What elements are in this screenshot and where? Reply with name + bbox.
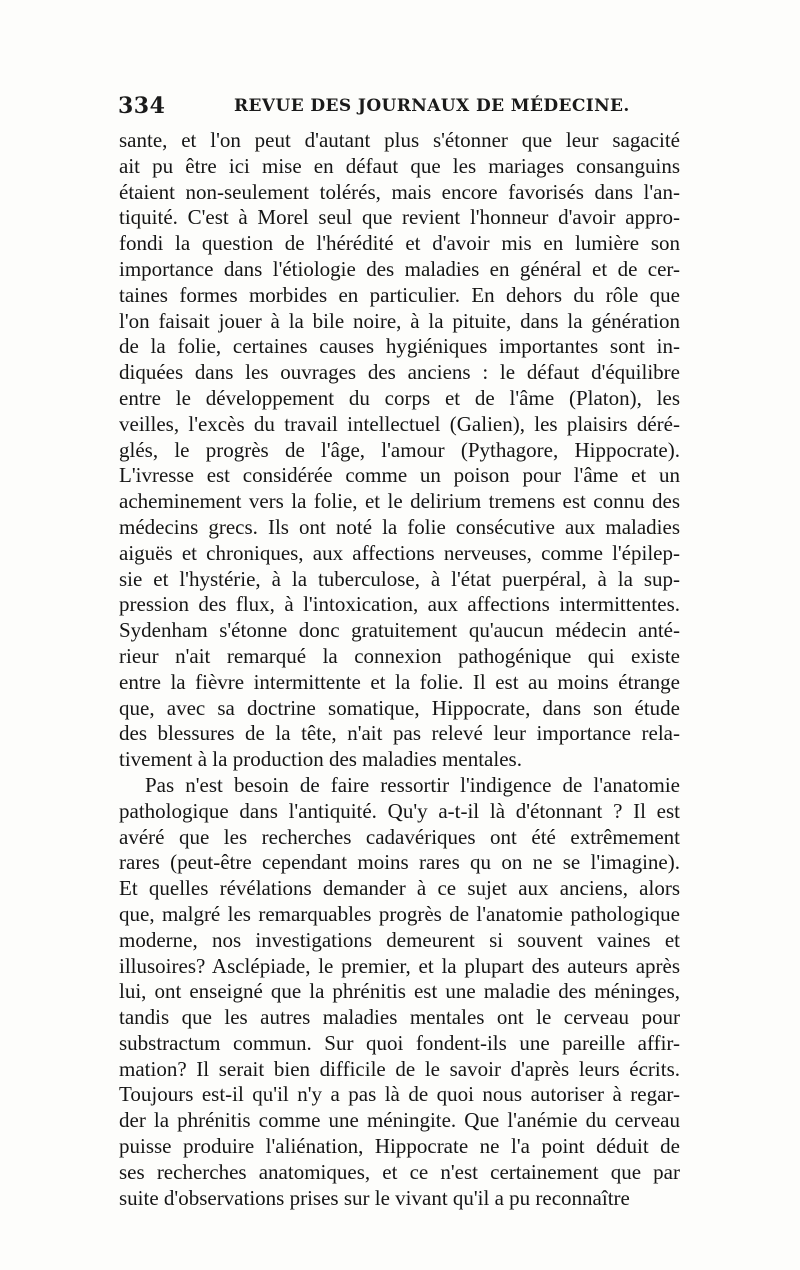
text-line: entre le développement du corps et de l'âme (Platon), les: [119, 385, 680, 410]
text-line: que, avec sa doctrine somatique, Hippocrate, dans son étude: [119, 695, 680, 720]
text-line: de la folie, certaines causes hygiéniques importantes sont in-: [119, 334, 680, 359]
text-line: taines formes morbides en particulier. En dehors du rôle que: [119, 282, 680, 307]
text-line: que, malgré les remarquables progrès de l'anatomie pathologique: [119, 901, 680, 926]
text-line: médecins grecs. Ils ont noté la folie consécutive aux maladies: [119, 514, 680, 539]
text-line: sante, et l'on peut d'autant plus s'étonner que leur sagacité: [119, 128, 680, 152]
text-line: tiquité. C'est à Morel seul que revient l'honneur d'avoir appro-: [119, 205, 680, 230]
text-line: glés, le progrès de l'âge, l'amour (Pythagore, Hippocrate).: [119, 437, 680, 462]
text-line: rares (peut-être cependant moins rares qu on ne se l'imagine).: [119, 850, 680, 875]
text-line: Et quelles révélations demander à ce sujet aux anciens, alors: [119, 876, 680, 901]
text-line: tandis que les autres maladies mentales ont le cerveau pour: [119, 1005, 680, 1030]
text-line: étaient non-seulement tolérés, mais encore favorisés dans l'an-: [119, 179, 680, 204]
text-line: acheminement vers la folie, et le delirium tremens est connu des: [119, 489, 680, 514]
text-line: pathologique dans l'antiquité. Qu'y a-t-il là d'étonnant ? Il est: [119, 798, 680, 823]
page-number: 334: [118, 93, 166, 119]
text-line: importance dans l'étiologie des maladies en général et de cer-: [119, 256, 680, 281]
text-line: illusoires? Asclépiade, le premier, et la plupart des auteurs après: [119, 953, 680, 978]
text-line: entre la fièvre intermittente et la folie. Il est au moins étrange: [119, 669, 680, 694]
text-line: avéré que les recherches cadavériques ont été extrêmement: [119, 824, 680, 849]
text-line: tivement à la production des maladies mentales.: [119, 747, 522, 772]
text-line: veilles, l'excès du travail intellectuel (Galien), les plaisirs déré-: [119, 411, 680, 436]
text-line: lui, ont enseigné que la phrénitis est une maladie des méninges,: [119, 979, 680, 1004]
text-line: substractum commun. Sur quoi fondent-ils une pareille affir-: [119, 1030, 680, 1055]
text-line: mation? Il serait bien difficile de le savoir d'après leurs écrits.: [119, 1056, 680, 1081]
text-line: Sydenham s'étonne donc gratuitement qu'aucun médecin anté-: [119, 618, 680, 643]
body-text: [119, 128, 680, 1211]
text-line: ses recherches anatomiques, et ce n'est certainement que par: [119, 1159, 680, 1184]
text-line: fondi la question de l'hérédité et d'avoir mis en lumière son: [119, 231, 680, 256]
text-line: Pas n'est besoin de faire ressortir l'indigence de l'anatomie: [145, 772, 680, 797]
text-line: puisse produire l'aliénation, Hippocrate ne l'a point déduit de: [119, 1134, 680, 1159]
text-line: suite d'observations prises sur le vivant qu'il a pu reconnaître: [119, 1185, 630, 1210]
text-line: Toujours est-il qu'il n'y a pas là de quoi nous autoriser à regar-: [119, 1082, 680, 1107]
text-line: des blessures de la tête, n'ait pas relevé leur importance rela-: [119, 721, 680, 746]
running-title: REVUE DES JOURNAUX DE MÉDECINE.: [234, 96, 630, 116]
text-line: l'on faisait jouer à la bile noire, à la pituite, dans la génération: [119, 308, 680, 333]
text-line: pression des flux, à l'intoxication, aux affections intermittentes.: [119, 592, 680, 617]
text-line: der la phrénitis comme une méningite. Que l'anémie du cerveau: [119, 1108, 680, 1133]
text-line: sie et l'hystérie, à la tuberculose, à l'état puerpéral, à la sup-: [119, 566, 680, 591]
text-line: ait pu être ici mise en défaut que les mariages consanguins: [119, 153, 680, 178]
text-line: rieur n'ait remarqué la connexion pathogénique qui existe: [119, 643, 680, 668]
text-line: moderne, nos investigations demeurent si souvent vaines et: [119, 927, 680, 952]
text-line: L'ivresse est considérée comme un poison pour l'âme et un: [119, 463, 680, 488]
text-line: aiguës et chroniques, aux affections nerveuses, comme l'épilep-: [119, 540, 680, 565]
page-header: [118, 93, 680, 119]
text-line: diquées dans les ouvrages des anciens : le défaut d'équilibre: [119, 360, 680, 385]
